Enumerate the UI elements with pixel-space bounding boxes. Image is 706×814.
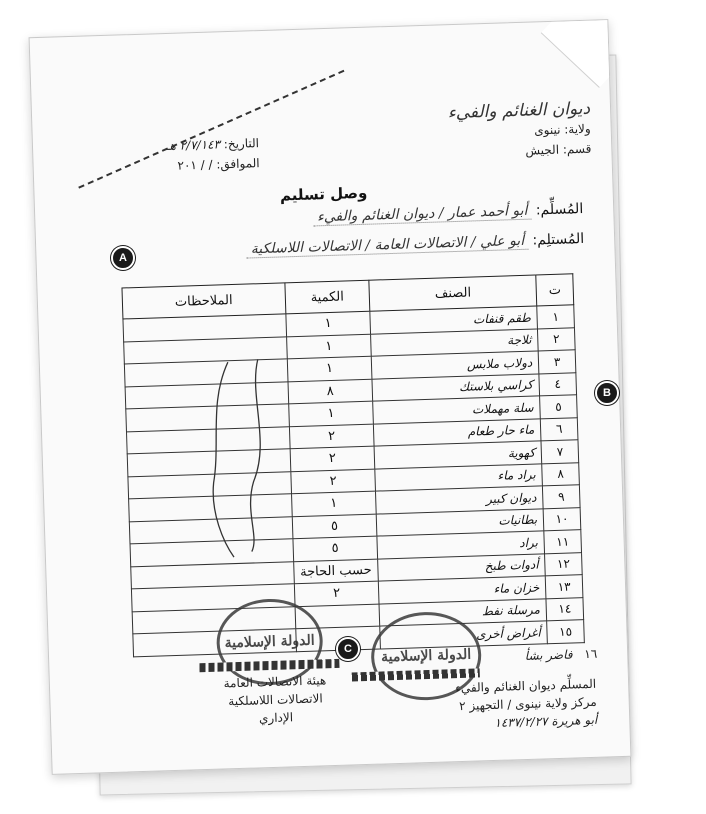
cell-num: ٦ xyxy=(540,417,578,441)
sender-label: المُسلِّم: xyxy=(535,200,584,219)
cell-qty: حسب الحاجة xyxy=(293,559,378,584)
cell-qty: ٨ xyxy=(288,379,373,404)
footer-left-line1: هيئة الاتصالات العامة xyxy=(223,673,327,691)
cell-qty: ٢ xyxy=(290,446,375,471)
cell-item: دولاب ملابس xyxy=(371,351,539,379)
cell-item: كراسي بلاستك xyxy=(372,373,540,401)
header-item: الصنف xyxy=(369,275,537,311)
date-value: ٢/٧/١٤٣ هـ xyxy=(165,137,221,154)
receiver-value: أبو علي / الاتصالات العامة / الاتصالات اللاسلكية xyxy=(247,233,529,259)
row-16-text: فاضر بشأ xyxy=(524,647,573,664)
receiver-line xyxy=(247,231,585,258)
cell-num: ١٥ xyxy=(547,620,585,644)
cell-qty: ١ xyxy=(287,356,372,381)
cell-num: ٥ xyxy=(540,395,578,419)
annotation-marker-b[interactable]: B xyxy=(595,381,619,405)
cell-item: مرسلة نفط xyxy=(379,598,547,626)
cell-num: ١ xyxy=(537,305,575,329)
cell-qty: ١ xyxy=(291,491,376,516)
cell-num: ٣ xyxy=(538,350,576,374)
cell-item: ماء حار طعام xyxy=(374,418,542,446)
document-page xyxy=(29,19,632,775)
wilaya-value: نينوى xyxy=(534,122,561,138)
cell-num: ١٣ xyxy=(545,575,583,599)
cell-qty: ٥ xyxy=(292,514,377,539)
stamp2-text: الدولة الإسلامية xyxy=(380,646,472,666)
footer-right-label: المسلِّم xyxy=(559,676,597,692)
footer-right-line3: أبو هريرة ١٤٣٧/٢/٢٧ xyxy=(494,712,598,730)
sender-value: أبو أحمد عمار / ديوان الغنائم والفيء xyxy=(313,203,532,227)
footer-left-line2: الاتصالات اللاسلكية xyxy=(228,691,323,709)
cell-item: ثلاجة xyxy=(371,328,539,356)
qism-value: الجيش xyxy=(525,142,560,158)
header-qty: الكمية xyxy=(285,280,370,314)
footer-right-value: ديوان الغنائم والفيء xyxy=(455,678,556,696)
issuer-header xyxy=(390,99,592,165)
gregorian-label: الموافق: xyxy=(216,156,260,172)
receiver-label: المُستلِم: xyxy=(532,230,585,249)
receiver-signature-block xyxy=(200,671,352,730)
footer-right-line2: مركز ولاية نينوى / التجهيز ٢ xyxy=(458,694,597,714)
qism-label: قسم: xyxy=(562,141,592,157)
cell-num: ١١ xyxy=(544,530,582,554)
sender-signature-block xyxy=(346,675,598,737)
cell-qty: ٢ xyxy=(294,581,379,606)
cell-item: براد xyxy=(377,531,545,559)
wilaya-label: ولاية: xyxy=(564,121,591,137)
cell-num: ١٢ xyxy=(545,552,583,576)
cell-item: كهوية xyxy=(374,441,542,469)
cell-item: طقم قنفات xyxy=(370,306,538,334)
cell-item: سلة مهملات xyxy=(373,396,541,424)
cell-qty: ٢ xyxy=(289,424,374,449)
cell-num: ١٤ xyxy=(546,597,584,621)
cell-qty: ١ xyxy=(286,334,371,359)
cell-num: ٩ xyxy=(543,485,581,509)
gregorian-date-line xyxy=(109,153,260,178)
cell-num: ٨ xyxy=(542,462,580,486)
cell-num: ٢ xyxy=(538,327,576,351)
row-16-num: ١٦ xyxy=(584,646,598,662)
cell-qty: ١ xyxy=(288,401,373,426)
header-num: ت xyxy=(536,274,574,306)
cell-qty: ٥ xyxy=(293,536,378,561)
diwan-title: ديوان الغنائم والفيء xyxy=(447,98,591,124)
cell-num: ٤ xyxy=(539,372,577,396)
cell-num: ١٠ xyxy=(543,507,581,531)
footer-left-line3: الإداري xyxy=(258,710,294,726)
sender-line xyxy=(313,201,584,225)
cell-item: بطانيات xyxy=(376,508,544,536)
cell-item: خزان ماء xyxy=(378,576,546,604)
stamp1-text: الدولة الإسلامية xyxy=(224,632,315,652)
page-title: وصل تسليم xyxy=(279,183,368,205)
notes-scribble xyxy=(188,350,295,563)
cell-item: براد ماء xyxy=(375,463,543,491)
cell-qty: ٢ xyxy=(291,469,376,494)
header-notes: الملاحظات xyxy=(122,283,286,319)
cell-item: أغراض أخرى xyxy=(380,621,548,649)
annotation-marker-a[interactable]: A xyxy=(111,246,135,270)
cell-num: ٧ xyxy=(541,440,579,464)
row-16-note xyxy=(525,647,598,663)
date-label: التاريخ: xyxy=(223,136,260,152)
annotation-marker-c[interactable]: C xyxy=(336,637,360,661)
cell-qty: ١ xyxy=(286,311,371,336)
cell-item: أدوات طبخ xyxy=(378,553,546,581)
folded-corner xyxy=(541,19,632,88)
gregorian-value: / / ٢٠١ xyxy=(177,157,213,173)
cell-item: ديوان كبير xyxy=(376,486,544,514)
